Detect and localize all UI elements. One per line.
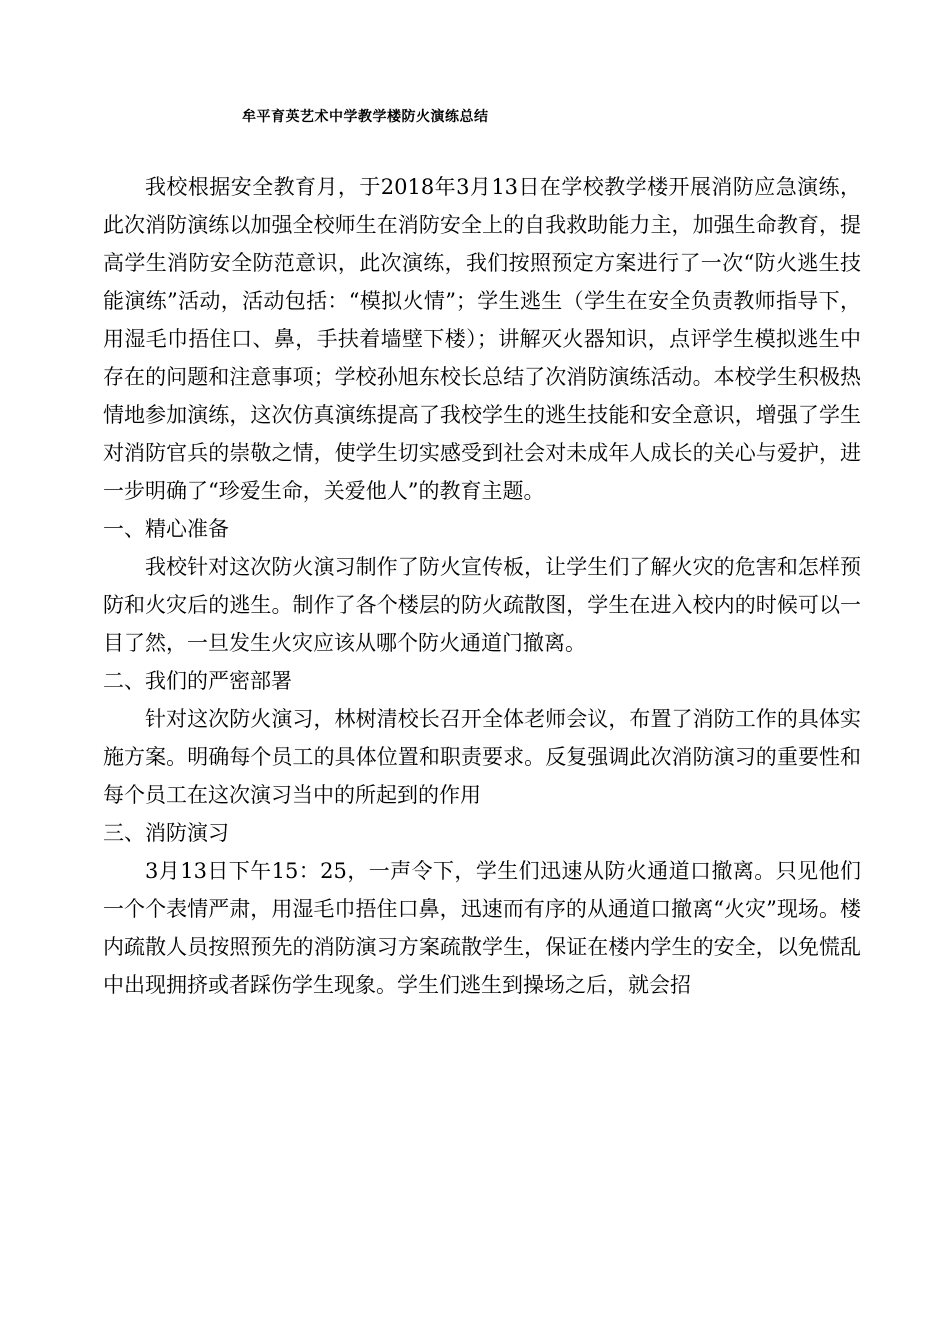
document-body bbox=[103, 168, 861, 1004]
section-heading-deployment: 二、我们的严密部署 bbox=[103, 669, 292, 693]
section-paragraph-drill: 3月13日下午15：25，一声令下，学生们迅速从防火通道口撤离。只见他们一个个表情严肃，用湿毛巾捂住口鼻，迅速而有序的从通道口撤离“火灾”现场。楼内疏散人员按照预先的消防演习方案疏散学生，保证在楼内学生的安全，以免慌乱中出现拥挤或者踩伤学生现象。学生们逃生到操场之后，就会招 bbox=[103, 859, 861, 997]
intro-paragraph: 我校根据安全教育月，于2018年3月13日在学校教学楼开展消防应急演练，此次消防演练以加强全校师生在消防安全上的自我救助能力主，加强生命教育，提高学生消防安全防范意识，此次演练，我们按照预定方案进行了一次“防火逃生技能演练”活动，活动包括：“模拟火情”；学生逃生（学生在安全负责教师指导下，用湿毛巾捂住口、鼻，手扶着墙壁下楼）；讲解灭火器知识，点评学生模拟逃生中存在的问题和注意事项；学校孙旭东校长总结了次消防演练活动。本校学生积极热情地参加演练，这次仿真演练提高了我校学生的逃生技能和安全意识，增强了学生对消防官兵的崇敬之情，使学生切实感受到社会对未成年人成长的关心与爱护，进一步明确了“珍爱生命，关爱他人”的教育主题。 bbox=[103, 175, 861, 503]
document-title: 牟平育英艺术中学教学楼防火演练总结 bbox=[242, 109, 489, 125]
section-heading-drill: 三、消防演习 bbox=[103, 821, 229, 845]
section-paragraph-preparation: 我校针对这次防火演习制作了防火宣传板，让学生们了解火灾的危害和怎样预防和火灾后的逃生。制作了各个楼层的防火疏散图，学生在进入校内的时候可以一目了然，一旦发生火灾应该从哪个防火通道门撤离。 bbox=[103, 555, 861, 655]
section-paragraph-deployment: 针对这次防火演习，林树清校长召开全体老师会议，布置了消防工作的具体实施方案。明确每个员工的具体位置和职责要求。反复强调此次消防演习的重要性和每个员工在这次演习当中的所起到的作用 bbox=[103, 707, 861, 807]
section-heading-preparation: 一、精心准备 bbox=[103, 517, 229, 541]
